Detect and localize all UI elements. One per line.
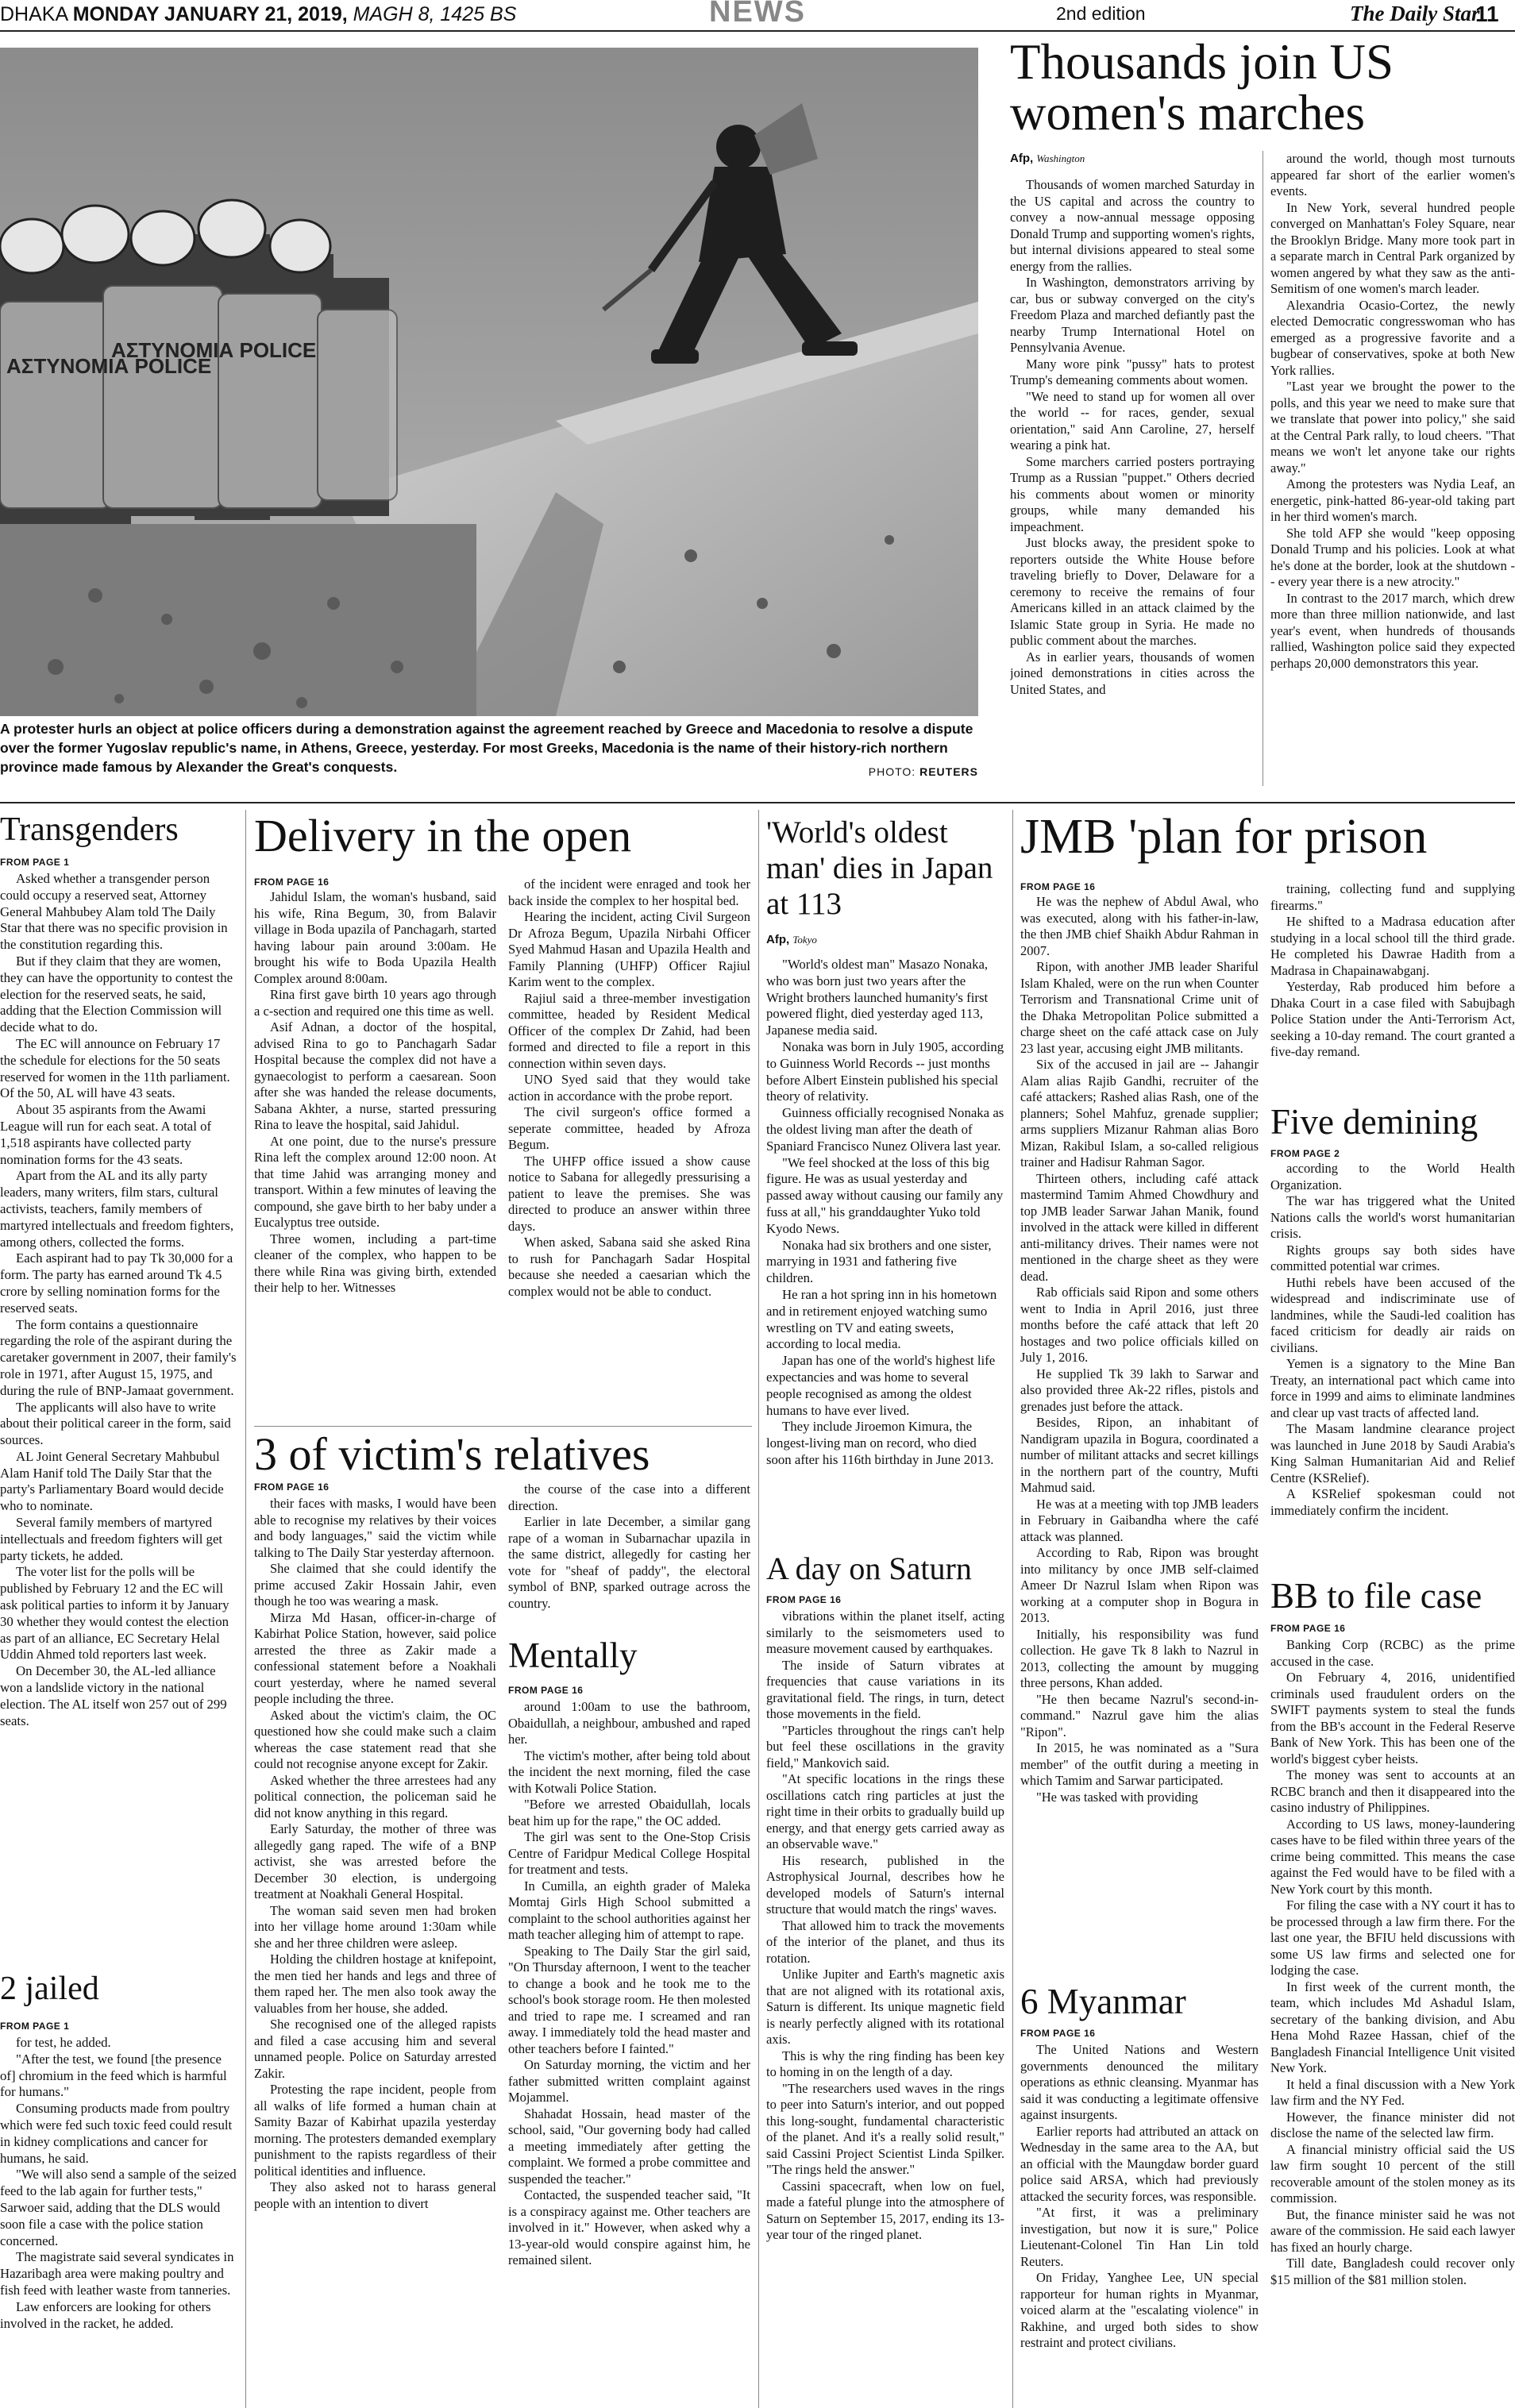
paragraph: Alexandria Ocasio-Cortez, the newly elected Democratic congresswoman who has emerged as a progressive favorite and a bugbear of conservatives, spoke at both New York rallies. bbox=[1270, 297, 1515, 378]
news-photo bbox=[0, 48, 978, 716]
header-city: DHAKA bbox=[0, 3, 67, 25]
worlds-oldest-body bbox=[766, 957, 1004, 1544]
paragraph: He supplied Tk 39 lakh to Sarwar and also provided three Ak-22 rifles, pistols and grenades just before the attack. bbox=[1020, 1366, 1259, 1414]
headline-worlds-oldest: 'World's oldest man' dies in Japan at 113 bbox=[766, 815, 993, 921]
paragraph: The inside of Saturn vibrates at frequencies that cause variations in its gravitational field. The rings, in turn, detect those movements in the field. bbox=[766, 1657, 1004, 1721]
paragraph: For filing the case with a NY court it has to be processed through a law firm there. For the last one year, the BFIU held discussions with some US law firms and selected one for lodging the case. bbox=[1270, 1898, 1515, 1978]
paragraph: It held a final discussion with a New York law firm and the NY Fed. bbox=[1270, 2076, 1515, 2108]
paragraph: In Cumilla, an eighth grader of Maleka Momtaj Girls High School submitted a complaint to the school authorities against her math teacher alleging him of attempt to rape. bbox=[508, 1878, 750, 1942]
paragraph: according to the World Health Organization. bbox=[1270, 1161, 1515, 1192]
paragraph: Ripon, with another JMB leader Shariful Islam Khaled, were on the run when Counter Terrorism and Transnational Crime unit of the Dhaka Metropolitan Police submitted a charge sheet on the café attack case on July 23 last year, accusing eight JMB militants. bbox=[1020, 959, 1259, 1056]
paragraph: Jahidul Islam, the woman's husband, said his wife, Rina Begum, 30, from Balavir village in Boda upazila of Panchagarh, started having labour pain around 3:00am. He brought his wife to Boda Upazila Health Complex around 8:00am. bbox=[254, 889, 496, 986]
column-divider bbox=[1012, 810, 1013, 2408]
paragraph: The United Nations and Western governments denounced the military operations as ethnic cleansing. Myanmar has said it was conducting a legitimate offensive against insurgents. bbox=[1020, 2042, 1259, 2122]
paragraph: Guinness officially recognised Nonaka as the oldest living man after the death of Spaniard Francisco Nunez Olivera last year. bbox=[766, 1105, 1004, 1154]
paragraph: Asked about the victim's claim, the OC questioned how she could make such a claim whereas the case statement read that she could not recognise anyone except for Zakir. bbox=[254, 1707, 496, 1771]
header-section-name: NEWS bbox=[709, 0, 806, 29]
paragraph: According to Rab, Ripon was brought into militancy by once JMB self-claimed Ameer Dr Nazrul Islam when Ripon was working at a computer shop in Bogura in 2013. bbox=[1020, 1545, 1259, 1625]
paragraph: Each aspirant had to pay Tk 30,000 for a form. The party has earned around Tk 4.5 crore by selling nomination forms for the reserved seats. bbox=[0, 1250, 233, 1316]
saturn-body bbox=[766, 1609, 1004, 2408]
paragraph: Protesting the rape incident, people from all walks of life formed a human chain at Samity Bazar of Kabirhat upazila yesterday morning. The protesters demanded exemplary punishment to the rapists regardless of their political identities and influence. bbox=[254, 2082, 496, 2179]
header-dateline bbox=[0, 3, 516, 26]
delivery-col2 bbox=[508, 877, 750, 1429]
paragraph: Rajiul said a three-member investigation committee, headed by Resident Medical Officer of the complex Dr Zahid, had been formed and directed to file a report in this connection within seven days. bbox=[508, 990, 750, 1071]
headline-jmb: JMB 'plan for prison bbox=[1020, 810, 1428, 864]
paragraph: Shahadat Hossain, head master of the school, said, "Our governing body had called a meeting immediately after getting the complaint. We formed a probe committee and suspended the teacher." bbox=[508, 2106, 750, 2186]
paragraph: "Last year we brought the power to the polls, and this year we need to make sure that we translate that power into policy," she said at the Central Park rally, to loud cheers. "That means we won't let anyone take our rights away." bbox=[1270, 379, 1515, 476]
paragraph: He shifted to a Madrasa education after studying in a local school till the third grade. He completed his Dawrae Hadith from a Madrasa in Chapainawabganj. bbox=[1270, 914, 1515, 978]
paragraph: She claimed that she could identify the prime accused Zakir Hossain Jahir, even though he too was wearing a mask. bbox=[254, 1561, 496, 1609]
myanmar-body bbox=[1020, 2042, 1259, 2408]
paragraph: Holding the children hostage at knifepoint, the men tied her hands and legs and three of them raped her. The men also took away the valuables from her house, she added. bbox=[254, 1951, 496, 2016]
two-jailed-body bbox=[0, 2035, 238, 2408]
headline-saturn: A day on Saturn bbox=[766, 1551, 972, 1586]
paragraph: for test, he added. bbox=[16, 2035, 111, 2050]
paragraph: But if they claim that they are women, they can have the opportunity to contest the election for the reserved seats, he said, adding that the Election Commission will decide what to do. bbox=[0, 953, 233, 1035]
victims-relatives-col1 bbox=[254, 1496, 496, 2408]
paragraph: "We will also send a sample of the seized feed to the lab again for further tests," Sarwoer said, adding that the DLS would soon file a case with the police station concerned. bbox=[0, 2167, 237, 2248]
paragraph: A financial ministry official said the US law firm sought 10 percent of the still recoverable amount of the stolen money as its commission. bbox=[1270, 2141, 1515, 2206]
paragraph: She recognised one of the alleged rapists and filed a case accusing him and several unnamed people. Police on Saturday arrested Zakir. bbox=[254, 2017, 496, 2081]
paragraph: In first week of the current month, the team, which includes Md Ashadul Islam, secretary of the banking division, and Abu Hena Mohd Razee Hassan, chief of the Bangladesh Financial Intelligence Unit visited New York. bbox=[1270, 1978, 1515, 2075]
from-page-mentally: FROM PAGE 16 bbox=[508, 1685, 584, 1696]
paragraph: Thirteen others, including café attack mastermind Tamim Ahmed Chowdhury and top JMB leader Sarwar Jahan Manik, found involved in the attack were killed in different anti-militancy drives. Their names were not mentioned in the charge sheet as they were dead. bbox=[1020, 1170, 1259, 1284]
from-page-two-jailed: FROM PAGE 1 bbox=[0, 2021, 70, 2032]
paragraph: Nonaka was born in July 1905, according to Guinness World Records -- just months before Albert Einstein published his special theory of relativity. bbox=[766, 1038, 1004, 1104]
paragraph: "He then became Nazrul's second-in-command." Nazrul gave him the alias "Ripon". bbox=[1020, 1691, 1259, 1740]
page-number: 11 bbox=[1475, 2, 1499, 26]
paragraph: The magistrate said several syndicates in Hazaribagh area were making poultry and fish feed with leather waste from tanneries. bbox=[0, 2249, 234, 2298]
paragraph: They include Jiroemon Kimura, the longest-living man on record, who died soon after his 116th birthday in June 2013. bbox=[766, 1419, 994, 1467]
paragraph: The woman said seven men had broken into her village home around 1:30am while she and her three children were asleep. bbox=[254, 1902, 496, 1951]
paragraph: Earlier reports had attributed an attack on Wednesday in the same area to the AA, but an official with the Maungdaw border guard police said ARSA, which had previously attacked the security forces, was responsible. bbox=[1020, 2123, 1259, 2204]
paragraph: Among the protesters was Nydia Leaf, an energetic, pink-hatted 86-year-old taking part in her third women's march. bbox=[1270, 476, 1515, 524]
paragraph: On Saturday morning, the victim and her father submitted written complaint against Mojammel. bbox=[508, 2057, 750, 2105]
paragraph: of the incident were enraged and took her back inside the complex to her hospital bed. bbox=[508, 877, 750, 908]
paragraph: Some marchers carried posters portraying Trump as a Russian "puppet." Others decried his comments about women or minority groups, while many demanded his impeachment. bbox=[1010, 453, 1255, 534]
paragraph: Cassini spacecraft, when low on fuel, made a fateful plunge into the atmosphere of Saturn on September 15, 2017, ending its 13-year tour of the ringed planet. bbox=[766, 2178, 1004, 2242]
place-label: Washington bbox=[1036, 152, 1085, 164]
paragraph: According to US laws, money-laundering cases have to be filed within three years of the crime being committed. This means the case against the Fed would have to be filed with a New York court by this month. bbox=[1270, 1816, 1515, 1897]
headline-two-jailed: 2 jailed bbox=[0, 1971, 99, 2007]
paragraph: their faces with masks, I would have been able to recognise my relatives by their voices and body languages," said the victim while talking to The Daily Star yesterday afternoon. bbox=[254, 1496, 496, 1560]
paragraph: The victim's mother, after being told about the incident the next morning, filed the case with Kotwali Police Station. bbox=[508, 1747, 750, 1796]
paragraph: Earlier in late December, a similar gang rape of a woman in Subarnachar upazila in the same district, allegedly for casting her vote for "sheaf of paddy", the electoral symbol of BNP, sparked outrage across the country. bbox=[508, 1514, 750, 1611]
paragraph: Asked whether a transgender person could occupy a reserved seat, Attorney General Mahbubey Alam told The Daily Star that there was no specific provision in the constitution regarding this. bbox=[0, 871, 228, 953]
paragraph: "Before we arrested Obaidullah, locals beat him up for the rape," the OC added. bbox=[508, 1797, 750, 1828]
paragraph: "We feel shocked at the loss of this big figure. He was as usual yesterday and passed away without causing our family any fuss at all," his granddaughter Yuko told Kyodo News. bbox=[766, 1154, 1004, 1236]
dateline-womens-marches bbox=[1010, 152, 1085, 165]
headline-bb-case: BB to file case bbox=[1270, 1576, 1482, 1616]
paragraph: "We need to stand up for women all over the world -- for races, gender, sexual orientation," said Ann Caroline, 27, herself wearing a pink hat. bbox=[1010, 388, 1255, 453]
paragraph: In New York, several hundred people converged on Manhattan's Foley Square, near the Brooklyn Bridge. Many more took part in a separate march in Central Park organized by women angered by what they saw as the anti-Semitism of one women's march leader. bbox=[1270, 199, 1515, 296]
paragraph: Six of the accused in jail are -- Jahangir Alam alias Rajib Gandhi, recruiter of the café attackers; Rashed alias Rash, one of the planners; Sohel Mahfuz, grenade supplier; arms suppliers Mizanur Rahman alias Boro Mizan, Rakibul Islam, a so-called religious trainer and Hadisur Rahman Sagor. bbox=[1020, 1057, 1259, 1169]
paragraph: AL Joint General Secretary Mahbubul Alam Hanif told The Daily Star that the party's Parliamentary Board would decide who to nominate. bbox=[0, 1448, 224, 1514]
paragraph: Several family members of martyred intellectuals and freedom fighters will get party tickets, he added. bbox=[0, 1515, 223, 1563]
paragraph: Law enforcers are looking for others involved in the racket, he added. bbox=[0, 2298, 211, 2331]
paragraph: At one point, due to the nurse's pressure Rina left the complex around 12:00 noon. At that time Jahid was arranging money and transport. Within a few minutes of leaving the compound, she gave birth to her baby under a Eucalyptus tree outside. bbox=[254, 1133, 496, 1230]
paragraph: Till date, Bangladesh could recover only $15 million of the $81 million stolen. bbox=[1270, 2256, 1515, 2287]
from-page-transgenders: FROM PAGE 1 bbox=[0, 857, 70, 868]
womens-marches-col1 bbox=[1010, 177, 1255, 788]
column-divider bbox=[245, 810, 246, 2408]
photo-credit-label: PHOTO: bbox=[868, 765, 916, 778]
paragraph: Many wore pink "pussy" hats to protest Trump's demeaning comments about women. bbox=[1010, 356, 1255, 387]
paragraph: The applicants will also have to write about their political career in the form, said sources. bbox=[0, 1399, 231, 1448]
paragraph: around the world, though most turnouts appeared far short of the earlier women's events. bbox=[1270, 151, 1515, 198]
paragraph: The civil surgeon's office formed a seperate committee, headed by Afroza Begum. bbox=[508, 1104, 750, 1152]
paragraph: In 2015, he was nominated as a "Sura member" of the outfit during a meeting in which Tamim and Sarwar participated. bbox=[1020, 1740, 1259, 1788]
column-divider bbox=[1262, 151, 1263, 786]
paragraph: His research, published in the Astrophysical Journal, describes how he developed models of Saturn's internal structure that would match the rings' waves. bbox=[766, 1852, 1004, 1917]
paragraph: On December 30, the AL-led alliance won a landslide victory in the national election. The AL itself won 257 out of 299 seats. bbox=[0, 1663, 227, 1728]
photo-credit bbox=[858, 765, 978, 778]
paragraph: Consuming products made from poultry which were fed such toxic feed could result in kidney complications and cancer for humans, he said. bbox=[0, 2101, 233, 2166]
paragraph: However, the finance minister did not disclose the name of the selected law firm. bbox=[1270, 2109, 1515, 2140]
from-page-victims-relatives: FROM PAGE 16 bbox=[254, 1481, 330, 1493]
paragraph: Nonaka had six brothers and one sister, marrying in 1931 and fathering five children. bbox=[766, 1237, 992, 1286]
paragraph: The EC will announce on February 17 the schedule for elections for the 50 seats reserved for women in the 11th parliament. Of the 50, AL will have 43 seats. bbox=[0, 1035, 230, 1101]
paragraph: vibrations within the planet itself, acting similarly to the seismometers used to measure movement caused by earthquakes. bbox=[766, 1609, 1004, 1656]
header-edition: 2nd edition bbox=[1056, 3, 1146, 24]
paragraph: "World's oldest man" Masazo Nonaka, who was born just two years after the Wright brothers launched humanity's first powered flight, died yesterday aged 113, Japanese media said. bbox=[766, 957, 989, 1038]
masthead-logo: The Daily Star bbox=[1350, 2, 1480, 25]
paragraph: Asif Adnan, a doctor of the hospital, advised Rina to go to Panchagarh Sadar Hospital because the complex did not have a gynaecologist to perform a caesarean. Soon after she was handed the release documents, Sabana Akhter, a nurse, started pressuring Rina to leave the hospital, said Jahidul. bbox=[254, 1019, 496, 1132]
paragraph: Huthi rebels have been accused of the widespread and indiscriminate use of landmines, while the Saudi-led coalition has faced criticism for deadly air raids on civilians. bbox=[1270, 1274, 1515, 1355]
paragraph: Yesterday, Rab produced him before a Dhaka Court in a case filed with Sabujbagh Police Station under the Anti-Terrorism Act, seeking a 10-day remand. The court granted a five-day remand. bbox=[1270, 979, 1515, 1059]
delivery-col1 bbox=[254, 889, 496, 1429]
from-page-bb-case: FROM PAGE 16 bbox=[1270, 1623, 1346, 1634]
page-header bbox=[0, 0, 1515, 32]
paragraph: The form contains a questionnaire regarding the role of the aspirant during the caretaker government in 2007, their family's role in 1971, after August 15, 1975, and during the rule of BNP-Jamaat government. bbox=[0, 1316, 237, 1398]
from-page-delivery: FROM PAGE 16 bbox=[254, 877, 330, 888]
paragraph: The voter list for the polls will be published by February 12 and the EC will ask political parties to inform it by January 30 whether they would contest the election as part of an alliance, EC Secretary Helal Uddin Ahmed told reporters last week. bbox=[0, 1564, 229, 1662]
paragraph: Thousands of women marched Saturday in the US capital and across the country to convey a now-annual message opposing Donald Trump and supporting women's rights, but internal divisions appeared to steal some energy from the rallies. bbox=[1010, 177, 1255, 274]
header-bangla-date: MAGH 8, 1425 BS bbox=[353, 3, 517, 25]
mentally-body bbox=[508, 1699, 750, 2408]
transgenders-body bbox=[0, 871, 238, 1963]
paragraph: In Washington, demonstrators arriving by car, bus or subway converged on the city's Freedom Plaza and marched defiantly past the nearby Trump International Hotel on Pennsylvania Avenue. bbox=[1010, 275, 1255, 355]
paragraph: "He was tasked with providing bbox=[1036, 1789, 1198, 1805]
paragraph: Contacted, the suspended teacher said, "It is a conspiracy against me. Other teachers are involved in it." However, when asked why a 13-year-old would conspire against him, he remained silent. bbox=[508, 2187, 750, 2267]
jmb-col1 bbox=[1020, 894, 1259, 1974]
womens-marches-col2 bbox=[1270, 151, 1515, 786]
headline-transgenders: Transgenders bbox=[0, 811, 179, 848]
paragraph: She told AFP she would "keep opposing Donald Trump and his policies. Look at what he's done at the border, look at the shutdown -- every year there is a new atrocity." bbox=[1270, 525, 1515, 589]
paragraph: A KSRelief spokesman could not immediately confirm the incident. bbox=[1270, 1486, 1515, 1518]
from-page-demining: FROM PAGE 2 bbox=[1270, 1148, 1340, 1159]
paragraph: That allowed him to track the movements of the interior of the planet, and thus its rotation. bbox=[766, 1917, 1004, 1966]
from-page-jmb: FROM PAGE 16 bbox=[1020, 881, 1096, 892]
agency-label: Afp, bbox=[766, 933, 790, 946]
jmb-col2 bbox=[1270, 881, 1515, 1104]
paragraph: training, collecting fund and supplying firearms." bbox=[1270, 881, 1515, 913]
paragraph: As in earlier years, thousands of women joined demonstrations in cities across the United States, and bbox=[1010, 649, 1255, 697]
paragraph: Early Saturday, the mother of three was allegedly gang raped. The wife of a BNP activist, she was arrested before the December 30 election, is undergoing treatment at Noakhali General Hospital. bbox=[254, 1821, 496, 1901]
paragraph: This is why the ring finding has been key to homing in on the length of a day. bbox=[766, 2048, 1004, 2079]
paragraph: Besides, Ripon, an inhabitant of Nandigram upazila in Bogura, coordinated a number of militant attacks and secret killings in the northern part of the country, Mufti Mahmud said. bbox=[1020, 1415, 1259, 1495]
section-divider bbox=[0, 802, 1515, 803]
demining-body bbox=[1270, 1161, 1515, 1566]
paragraph: Rina first gave birth 10 years ago through a c-section and required one this time as well. bbox=[254, 987, 496, 1019]
paragraph: He was the nephew of Abdul Awal, who was executed, along with his father-in-law, the then JMB chief Shaikh Abdur Rahman in 2007. bbox=[1020, 894, 1259, 958]
paragraph: But, the finance minister said he was not aware of the commission. He said each lawyer has fixed an hourly charge. bbox=[1270, 2206, 1515, 2255]
paragraph: Apart from the AL and its ally party leaders, many writers, film stars, cultural activists, teachers, family members of martyred intellectuals and freedom fighters, among others, collected the forms. bbox=[0, 1168, 234, 1250]
paragraph: About 35 aspirants from the Awami League will run for each seat. A total of 1,518 aspirants have collected party nomination forms for the 43 seats. bbox=[0, 1102, 212, 1167]
section-divider bbox=[254, 1426, 752, 1427]
dateline-worlds-oldest bbox=[766, 933, 817, 946]
paragraph: Asked whether the three arrestees had any political connection, the policeman said he did not know anything in this regard. bbox=[254, 1772, 496, 1820]
paragraph: The UHFP office issued a show cause notice to Sabana for allegedly pressurising a patient to leave the premises. She was directed to produce an answer within three days. bbox=[508, 1153, 750, 1234]
paragraph: Rab officials said Ripon and some others went to India in April 2016, just three months before the café attack that left 20 hostages and two police officials killed on July 1, 2016. bbox=[1020, 1285, 1259, 1365]
header-date: MONDAY JANUARY 21, 2019, bbox=[72, 3, 348, 25]
bb-case-body bbox=[1270, 1637, 1515, 2408]
photo-credit-name: REUTERS bbox=[919, 765, 978, 778]
column-divider bbox=[758, 810, 759, 2408]
paragraph: "At specific locations in the rings these oscillations catch ring particles at just the right time in their orbits to gradually build up energy, and that energy gets carried away as an observable wave." bbox=[766, 1771, 1004, 1851]
paragraph: Hearing the incident, acting Civil Surgeon Dr Afroza Begum, Upazila Nirbahi Officer Syed Mahmud Hasan and Upazila Health and Family Planning (UHFP) Officer Rajiul Karim went to the complex. bbox=[508, 909, 750, 989]
paragraph: the course of the case into a different direction. bbox=[508, 1481, 750, 1513]
paragraph: When asked, Sabana said she asked Rina to rush for Panchagarh Sadar Hospital because she needed a caesarian which the complex would not be able to conduct. bbox=[508, 1235, 750, 1299]
paragraph: Initially, his responsibility was fund collection. He gave Tk 8 lakh to Nazrul in 2013, collecting the amount by mugging three persons, Khan added. bbox=[1020, 1626, 1259, 1690]
headline-mentally: Mentally bbox=[508, 1636, 638, 1675]
paragraph: The girl was sent to the One-Stop Crisis Centre of Faridpur Medical College Hospital for treatment and tests. bbox=[508, 1829, 750, 1877]
agency-label: Afp, bbox=[1010, 152, 1034, 165]
paragraph: around 1:00am to use the bathroom, Obaidullah, a neighbour, ambushed and raped her. bbox=[508, 1699, 750, 1747]
paragraph: "After the test, we found [the presence of] chromium in the feed which is harmful for humans." bbox=[0, 2051, 227, 2100]
paragraph: Unlike Jupiter and Earth's magnetic axis that are not aligned with its rotational axis, Saturn is different. Its unique magnetic field is nearly perfectly aligned with its rotational axis. bbox=[766, 1967, 1004, 2047]
headline-victims-relatives: 3 of victim's relatives bbox=[254, 1428, 650, 1480]
protest-photo-illustration bbox=[0, 48, 978, 716]
from-page-myanmar: FROM PAGE 16 bbox=[1020, 2028, 1096, 2039]
paragraph: They also asked not to harass general people with an intention to divert bbox=[254, 2179, 496, 2211]
paragraph: Mirza Md Hasan, officer-in-charge of Kabirhat Police Station, however, said police arrested the three as Zakir made a confessional statement before a Noakhali court yesterday, where he named several people including the three. bbox=[254, 1609, 496, 1706]
paragraph: The Masam landmine clearance project was launched in June 2018 by Saudi Arabia's King Salman Humanitarian Aid and Relief Centre (KSRelief). bbox=[1270, 1421, 1515, 1485]
paragraph: Speaking to The Daily Star the girl said, "On Thursday afternoon, I went to the teacher to change a book and he took me to the school's book storage room. He then molested and tried to rape me. I screamed and ran away. I immediately told the head master and other teachers before I fainted." bbox=[508, 1943, 750, 2056]
paragraph: On February 4, 2016, unidentified criminals used fraudulent orders on the SWIFT payments system to steal the funds from the BB's account in the Federal Reserve Bank of New York. This has been one of the world's biggest cyber heists. bbox=[1270, 1670, 1515, 1767]
headline-womens-marches: Thousands join US women's marches bbox=[1010, 34, 1394, 141]
paragraph: In contrast to the 2017 march, which drew more than three million nationwide, and last year's event, when hundreds of thousands rallied, Washington police said they expected perhaps 20,000 demonstrators this year. bbox=[1270, 590, 1515, 671]
paragraph: "Particles throughout the rings can't help but feel these oscillations in the gravity field," Mankovich said. bbox=[766, 1722, 1004, 1770]
paragraph: Three women, including a part-time cleaner of the complex, who happen to be there while Rina was giving birth, extended their help to her. Witnesses bbox=[254, 1231, 496, 1295]
victims-relatives-col2 bbox=[508, 1481, 750, 1632]
paragraph: Japan has one of the world's highest life expectancies and was home to several people recognised as among the oldest humans to have ever lived. bbox=[766, 1353, 996, 1418]
paragraph: Just blocks away, the president spoke to reporters outside the White House before traveling briefly to Dover, Delaware for a ceremony to receive the remains of four Americans killed in an attack claimed by the Islamic State group in Syria. He made no public comment about the marches. bbox=[1010, 535, 1255, 648]
place-label: Tokyo bbox=[792, 934, 817, 946]
paragraph: On Friday, Yanghee Lee, UN special rapporteur for human rights in Myanmar, voiced alarm at the "escalating violence" in Rakhine, and urged both sides to show restraint and protect civilians. bbox=[1020, 2270, 1259, 2350]
paragraph: "At first, it was a preliminary investigation, but now it is sure," Police Lieutenant-Colonel Tin Han Lin told Reuters. bbox=[1020, 2205, 1259, 2269]
paragraph: He ran a hot spring inn in his hometown and in retirement enjoyed watching sumo wrestling on TV and eating sweets, according to local media. bbox=[766, 1286, 997, 1352]
shield-text-center: ΑΣΤΥΝΟΜΙΑ POLICE bbox=[111, 338, 317, 362]
photo-caption: A protester hurls an object at police officers during a demonstration against the agreement reached by Greece and Macedonia to resolve a dispute over the former Yugoslav republic's name, in Athens, Greece, yesterday. For most Greeks, Macedonia is the name of their history-rich northern province made famous by Alexander the Great's conquests. bbox=[0, 721, 973, 775]
headline-delivery: Delivery in the open bbox=[254, 810, 632, 861]
headline-myanmar: 6 Myanmar bbox=[1020, 1982, 1186, 2021]
from-page-saturn: FROM PAGE 16 bbox=[766, 1594, 842, 1605]
shield-text-left: ΑΣΤΥΝΟΜΙΑ POLICE bbox=[6, 354, 212, 378]
paragraph: The war has triggered what the United Nations calls the world's worst humanitarian crisis. bbox=[1270, 1193, 1515, 1241]
paragraph: The money was sent to accounts at an RCBC branch and then it disappeared into the casino industry of Philippines. bbox=[1270, 1767, 1515, 1815]
paragraph: "The researchers used waves in the rings to peer into Saturn's interior, and out popped this long-sought, fundamental characteristic of the planet. And it's a really solid result," said Cassini Project Scientist Linda Spilker. "The rings held the answer." bbox=[766, 2080, 1004, 2177]
paragraph: Rights groups say both sides have committed potential war crimes. bbox=[1270, 1242, 1515, 1273]
paragraph: UNO Syed said that they would take action in accordance with the probe report. bbox=[508, 1072, 750, 1104]
headline-demining: Five demining bbox=[1270, 1102, 1478, 1142]
paragraph: Yemen is a signatory to the Mine Ban Treaty, an international pact which came into force in 1999 and aims to eliminate landmines and clear up vast tracts of affected land. bbox=[1270, 1356, 1515, 1420]
paragraph: He was at a meeting with top JMB leaders in February in Gaibandha where the café attack was planned. bbox=[1020, 1496, 1259, 1544]
paragraph: Banking Corp (RCBC) as the prime accused in the case. bbox=[1270, 1637, 1515, 1669]
